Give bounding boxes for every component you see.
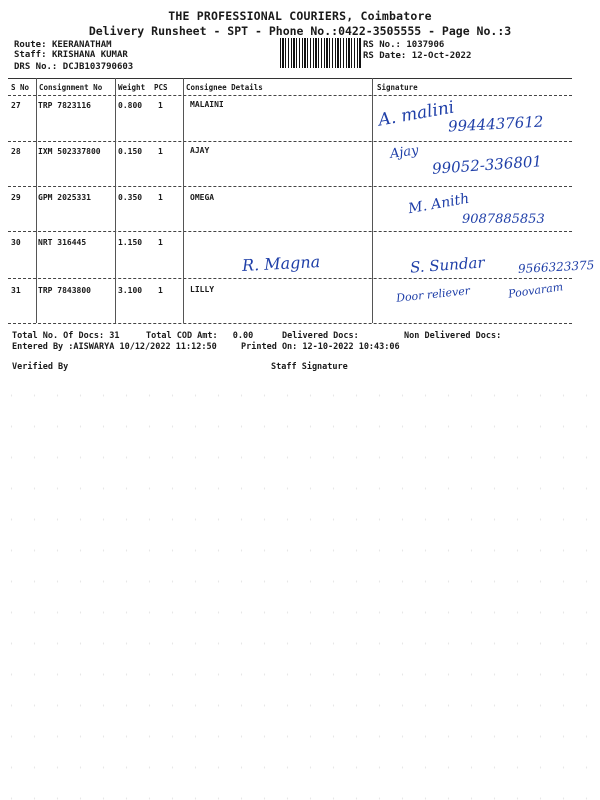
col-header-consignment: Consignment No: [39, 83, 103, 92]
barcode: [280, 38, 362, 68]
col-header-consignee: Consignee Details: [186, 83, 263, 92]
staff-value: KRISHANA KUMAR: [51, 50, 128, 60]
row-29-sno: 29: [11, 193, 21, 202]
total-docs-line: Total No. Of Docs: 31: [12, 331, 120, 341]
staff-line: Staff: KRISHANA KUMAR: [14, 50, 128, 60]
row-29-phone: 9087885853: [462, 212, 545, 227]
route-value: KEERANATHAM: [51, 40, 112, 50]
total-cod-value: 0.00: [232, 331, 254, 341]
row-27-weight: 0.800: [118, 101, 143, 110]
row-rule-3: [8, 231, 572, 232]
row-28-sno: 28: [11, 147, 21, 156]
row-30-sno: 30: [11, 238, 21, 247]
row-31-pcs: 1: [158, 286, 163, 295]
delivered-docs-label: Delivered Docs:: [282, 331, 359, 341]
col-header-sno: S No: [11, 83, 30, 92]
printed-on: Printed On: 12-10-2022 10:43:06: [241, 342, 400, 352]
row-29-pcs: 1: [158, 193, 163, 202]
col-divider-2: [115, 78, 116, 323]
rs-no-line: RS No.: 1037906: [363, 40, 445, 50]
row-29-consignee: OMEGA: [190, 193, 215, 202]
row-28-weight: 0.150: [118, 147, 143, 156]
verified-by: Verified By: [12, 362, 69, 372]
paper-speckle: [0, 380, 600, 800]
rs-date-value: 12-Oct-2022: [411, 51, 472, 61]
row-31-consignment: TRP 7843800: [38, 286, 91, 295]
table-top-rule: [8, 78, 572, 79]
row-27-pcs: 1: [158, 101, 163, 110]
row-30-signature: R. Magna: [241, 251, 321, 276]
row-27-consignee: MALAINI: [190, 100, 224, 109]
entered-by: Entered By :AISWARYA 10/12/2022 11:12:50: [12, 342, 217, 352]
staff-signature-label: Staff Signature: [271, 362, 348, 372]
row-30-weight: 1.150: [118, 238, 143, 247]
row-27-signature: A. malini: [376, 97, 456, 131]
col-divider-3: [183, 78, 184, 323]
row-28-signature: Ajay: [389, 143, 420, 162]
row-31-phone: 9566323375: [517, 258, 595, 276]
row-27-consignment: TRP 7823116: [38, 101, 91, 110]
row-28-consignee: AJAY: [190, 146, 210, 155]
rs-date-line: RS Date: 12-Oct-2022: [363, 51, 472, 61]
row-27-sno: 27: [11, 101, 21, 110]
row-rule-1: [8, 141, 572, 142]
row-28-phone: 99052-336801: [431, 152, 543, 178]
row-29-consignment: GPM 2025331: [38, 193, 91, 202]
row-rule-4: [8, 278, 572, 279]
row-28-consignment: IXM 502337800: [38, 147, 101, 156]
row-28-pcs: 1: [158, 147, 163, 156]
row-31-note-1: Door reliever: [395, 284, 471, 305]
row-31-consignee: LILLY: [190, 285, 215, 294]
col-header-signature: Signature: [377, 83, 418, 92]
row-31-signature: S. Sundar: [409, 253, 486, 277]
row-30-consignment: NRT 316445: [38, 238, 87, 247]
total-docs-value: 31: [109, 331, 120, 341]
row-29-signature: M. Anith: [407, 190, 471, 218]
total-cod-line: Total COD Amt: 0.00: [146, 331, 254, 341]
header-bottom-rule: [8, 95, 572, 96]
col-header-pcs: PCS: [154, 83, 168, 92]
row-rule-2: [8, 186, 572, 187]
col-divider-1: [36, 78, 37, 323]
row-31-note-2: Poovaram: [507, 280, 564, 301]
table-bottom-rule: [8, 323, 572, 324]
route-line: Route: KEERANATHAM: [14, 40, 112, 50]
runsheet-subtitle: Delivery Runsheet - SPT - Phone No.:0422-3505555 - Page No.:3: [88, 24, 512, 38]
row-30-pcs: 1: [158, 238, 163, 247]
drs-value: DCJB103790603: [62, 62, 134, 72]
non-delivered-docs-label: Non Delivered Docs:: [404, 331, 502, 341]
company-title: THE PROFESSIONAL COURIERS, Coimbatore: [168, 9, 432, 23]
row-29-weight: 0.350: [118, 193, 143, 202]
col-header-weight: Weight: [118, 83, 146, 92]
row-31-sno: 31: [11, 286, 21, 295]
row-31-weight: 3.100: [118, 286, 143, 295]
row-27-phone: 9944437612: [447, 112, 544, 136]
rs-no-value: 1037906: [406, 40, 445, 50]
drs-line: DRS No.: DCJB103790603: [14, 62, 134, 72]
col-divider-4: [372, 78, 373, 323]
